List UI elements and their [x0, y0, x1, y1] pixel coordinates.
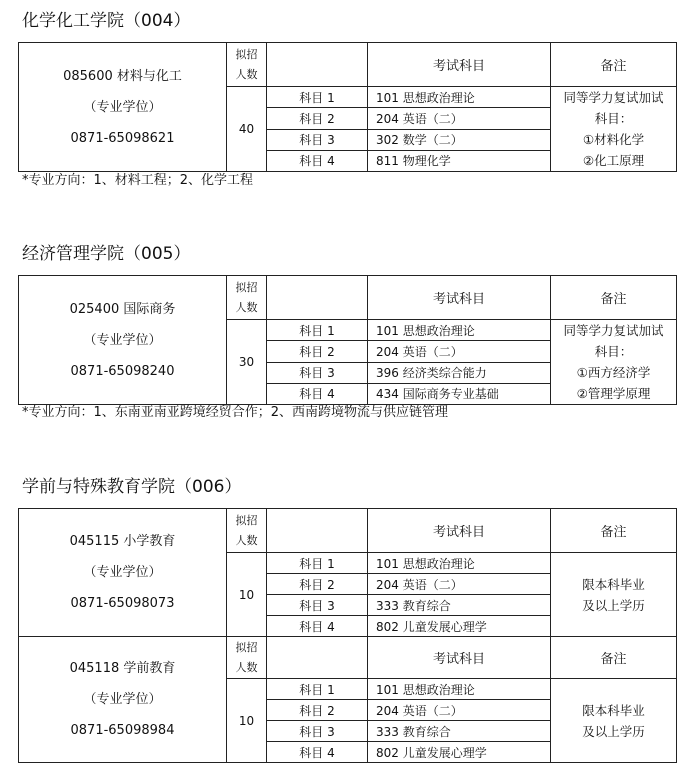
- subject-label: 科目 3: [267, 595, 368, 616]
- exam-subject: 101 思想政治理论: [368, 320, 551, 341]
- exam-subject: 204 英语（二）: [368, 108, 551, 129]
- quota-header: 拟招 人数: [227, 43, 267, 87]
- program-name: 045118 学前教育: [69, 661, 176, 676]
- remark-header: 备注: [551, 509, 677, 553]
- program-table: [18, 275, 677, 405]
- degree-type: （专业学位）: [83, 332, 162, 348]
- remark-cell: 同等学力复试加试 科目： ①西方经济学 ②管理学原理: [551, 320, 677, 405]
- college-title: 学前与特殊教育学院（006）: [22, 477, 242, 497]
- remark-cell: 限本科毕业 及以上学历: [551, 679, 677, 763]
- subject-label: 科目 2: [267, 700, 368, 721]
- subject-label: 科目 1: [267, 87, 368, 108]
- exam-subject: 434 国际商务专业基础: [368, 383, 551, 404]
- quota-value: 30: [227, 320, 267, 405]
- contact-phone: 0871-65098984: [70, 723, 175, 738]
- quota-value: 40: [227, 87, 267, 172]
- subject-label: 科目 1: [267, 679, 368, 700]
- exam-subject: 396 经济类综合能力: [368, 362, 551, 383]
- program-table: [18, 508, 677, 763]
- remark-cell: 同等学力复试加试 科目： ①材料化学 ②化工原理: [551, 87, 677, 172]
- contact-phone: 0871-65098240: [70, 363, 175, 379]
- exam-subject: 802 儿童发展心理学: [368, 742, 551, 763]
- exam-subject: 333 教育综合: [368, 595, 551, 616]
- quota-header: 拟招 人数: [227, 509, 267, 553]
- program-table: [18, 42, 677, 172]
- subject-label: 科目 3: [267, 129, 368, 150]
- exam-subject: 204 英语（二）: [368, 341, 551, 362]
- subject-label: 科目 2: [267, 341, 368, 362]
- program-info: [19, 43, 227, 172]
- subject-label: 科目 4: [267, 742, 368, 763]
- quota-header: 拟招 人数: [227, 637, 267, 679]
- college-title: 化学化工学院（004）: [22, 11, 191, 31]
- remark-header: 备注: [551, 637, 677, 679]
- quota-header: 拟招 人数: [227, 276, 267, 320]
- subject-label: 科目 1: [267, 553, 368, 574]
- exam-subject: 811 物理化学: [368, 150, 551, 171]
- exam-header: 考试科目: [368, 509, 551, 553]
- exam-subject: 204 英语（二）: [368, 700, 551, 721]
- direction-note: *专业方向：1、材料工程；2、化学工程: [22, 173, 254, 188]
- exam-header: 考试科目: [368, 276, 551, 320]
- program-name: 085600 材料与化工: [63, 68, 182, 84]
- subject-label: 科目 3: [267, 362, 368, 383]
- subject-label: 科目 1: [267, 320, 368, 341]
- contact-phone: 0871-65098073: [70, 596, 175, 611]
- program-info: [19, 276, 227, 405]
- quota-value: 10: [227, 679, 267, 763]
- degree-type: （专业学位）: [83, 99, 162, 115]
- exam-subject: 302 数学（二）: [368, 129, 551, 150]
- program-name: 025400 国际商务: [69, 301, 176, 317]
- subject-label: 科目 3: [267, 721, 368, 742]
- contact-phone: 0871-65098621: [70, 130, 175, 146]
- quota-value: 10: [227, 553, 267, 637]
- remark-header: 备注: [551, 276, 677, 320]
- subject-label-header: [267, 43, 368, 87]
- exam-subject: 101 思想政治理论: [368, 553, 551, 574]
- exam-header: 考试科目: [368, 43, 551, 87]
- exam-subject: 204 英语（二）: [368, 574, 551, 595]
- degree-type: （专业学位）: [83, 692, 162, 707]
- remark-header: 备注: [551, 43, 677, 87]
- degree-type: （专业学位）: [83, 565, 162, 580]
- subject-label: 科目 2: [267, 574, 368, 595]
- program-name: 045115 小学教育: [69, 534, 176, 549]
- program-info: [19, 637, 227, 763]
- subject-label-header: [267, 637, 368, 679]
- subject-label: 科目 4: [267, 383, 368, 404]
- direction-note: *专业方向：1、东南亚南亚跨境经贸合作；2、西南跨境物流与供应链管理: [22, 405, 449, 420]
- exam-subject: 802 儿童发展心理学: [368, 616, 551, 637]
- exam-subject: 101 思想政治理论: [368, 679, 551, 700]
- subject-label-header: [267, 276, 368, 320]
- subject-label: 科目 2: [267, 108, 368, 129]
- college-title: 经济管理学院（005）: [22, 244, 191, 264]
- remark-cell: 限本科毕业 及以上学历: [551, 553, 677, 637]
- exam-subject: 333 教育综合: [368, 721, 551, 742]
- program-info: [19, 509, 227, 637]
- exam-header: 考试科目: [368, 637, 551, 679]
- exam-subject: 101 思想政治理论: [368, 87, 551, 108]
- subject-label: 科目 4: [267, 150, 368, 171]
- subject-label: 科目 4: [267, 616, 368, 637]
- subject-label-header: [267, 509, 368, 553]
